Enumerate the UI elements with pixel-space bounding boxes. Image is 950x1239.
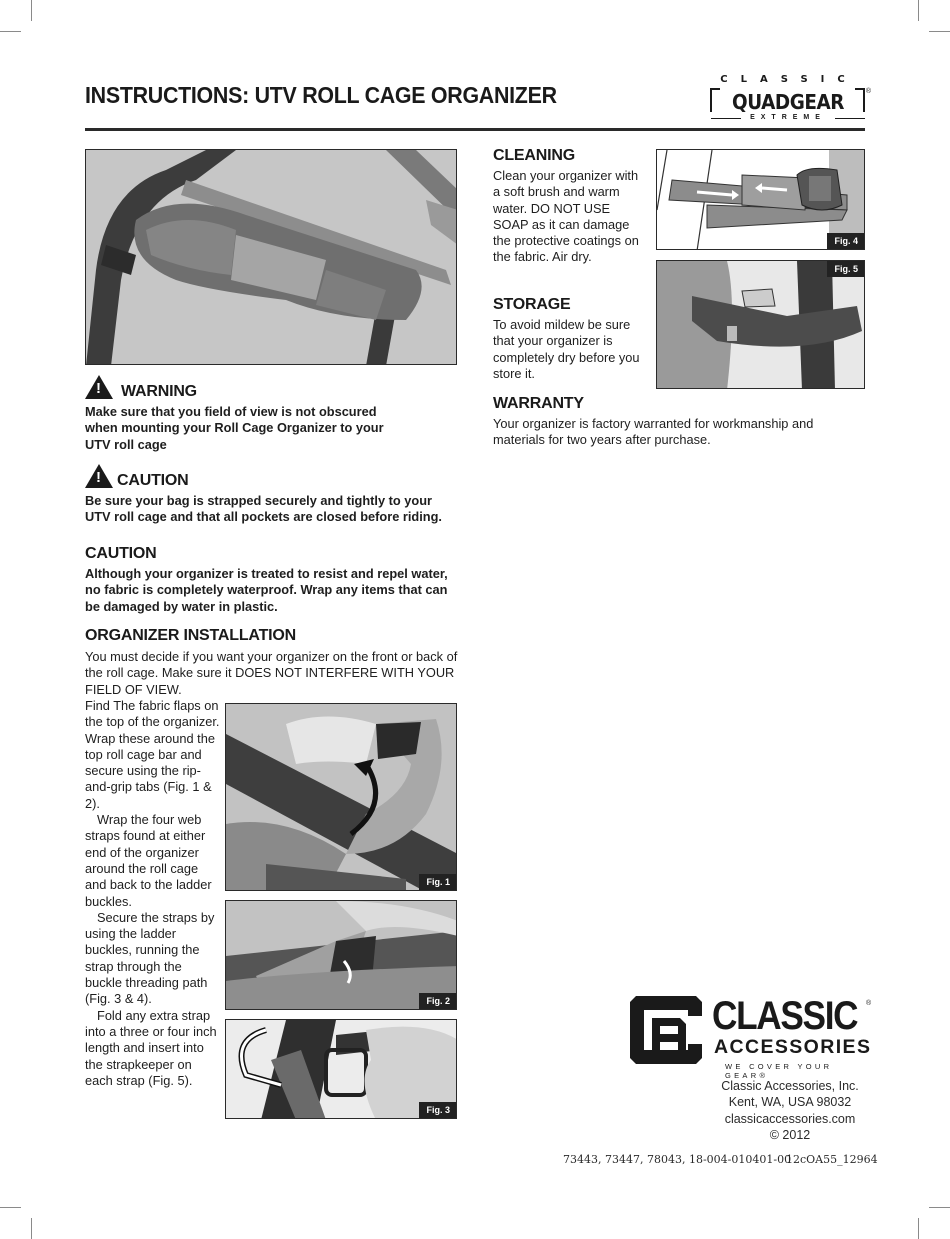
quadgear-logo-top: CLASSIC [720,74,858,85]
figure-4 [656,149,865,250]
installation-step-4 [85,1008,220,1089]
warning-heading: WARNING [121,383,197,400]
title-divider [85,128,865,131]
storage-body: To avoid mildew be sure that your organizer is completely dry before you store it. [493,317,640,381]
registered-mark: ® [865,88,871,95]
company-address [690,1078,890,1143]
main-product-photo [85,149,457,365]
installation-intro: You must decide if you want your organizer on the front or back of the roll cage. Make sure it DOES NOT INTERFERE WITH YOUR FIELD OF VIEW. [85,649,458,697]
installation-step-3 [85,910,220,1008]
installation-step-1: Find The fabric flaps on the top of the organizer. Wrap these around the top roll cage bar and secure using the rip-and-grip tabs (Fig. 1 & 2). [85,698,220,811]
cleaning-body: Clean your organizer with a soft brush and warm water. DO NOT USE SOAP as it can damage the protective coatings on the fabric. Air dry. [493,168,639,265]
installation-heading: ORGANIZER INSTALLATION [85,627,296,644]
installation-step-3-text: Secure the straps by using the ladder buckles, running the strap through the buckle threading path (Fig. 3 & 4). [85,909,215,1007]
registered-mark: ® [866,1000,872,1007]
crop-mark [31,0,32,21]
figure-label: Fig. 5 [827,261,864,277]
installation-step-2-text: Wrap the four web straps found at either end of the organizer around the roll cage and back to the ladder buckles. [85,812,212,909]
caution-body: Be sure your bag is strapped securely and tightly to your UTV roll cage and that all pockets are closed before riding. [85,493,442,525]
crop-mark [918,1218,919,1239]
caution-heading: CAUTION [117,472,189,489]
installation-steps [85,698,220,1089]
warranty-body: Your organizer is factory warranted for workmanship and materials for two years after purchase. [493,416,814,448]
figure-5-photo-icon [657,261,865,389]
company-city: Kent, WA, USA 98032 [728,1095,852,1110]
figure-1 [225,703,457,891]
document-code: 12cOA55_12964 [786,1153,878,1166]
figure-1-photo-icon [226,704,457,891]
crop-mark [918,0,919,21]
quadgear-logo-bottom: EXTREME [705,114,871,121]
figure-3 [225,1019,457,1119]
cleaning-heading: CLEANING [493,147,575,164]
figure-label: Fig. 4 [827,233,864,249]
warning-body: Make sure that you field of view is not obscured when mounting your Roll Cage Organizer to your UTV roll cage [85,404,384,452]
crop-mark [31,1218,32,1239]
classic-accessories-logo [630,994,875,1080]
storage-heading: STORAGE [493,296,571,313]
page-title: INSTRUCTIONS: UTV ROLL CAGE ORGANIZER [85,82,557,108]
company-name: Classic Accessories, Inc. [721,1079,859,1093]
figure-label: Fig. 2 [419,993,456,1009]
copyright: © 2012 [769,1127,811,1142]
quadgear-logo [705,74,871,126]
part-numbers: 73443, 73447, 78043, 18-004-010401-00 [563,1153,792,1166]
crop-mark [0,1207,21,1208]
quadgear-logo-name: QUADGEAR [732,90,844,114]
installation-step-2 [85,812,220,910]
warning-triangle-icon: ! [85,464,113,488]
ca-monogram-icon [630,996,702,1064]
figure-2 [225,900,457,1010]
company-website: classicaccessories.com [724,1111,856,1126]
figure-label: Fig. 1 [419,874,456,890]
figure-5 [656,260,865,389]
logo-word-classic: CLASSIC [712,994,858,1038]
installation-step-4-text: Fold any extra strap into a three or four inch length and insert into the strapkeeper on each strap (Fig. 5). [85,1007,217,1088]
crop-mark [929,1207,950,1208]
warning-triangle-icon: ! [85,375,113,399]
logo-word-accessories: ACCESSORIES [714,1036,872,1058]
photo-organizer-icon [86,150,457,365]
crop-mark [929,31,950,32]
warranty-heading: WARRANTY [493,395,584,412]
crop-mark [0,31,21,32]
figure-label: Fig. 3 [419,1102,456,1118]
logo-tagline: WE COVER YOUR GEAR® [725,1062,833,1080]
caution-water-body: Although your organizer is treated to resist and repel water, no fabric is completely waterproof. Wrap any items that can be damaged by water in plastic. [85,566,448,614]
caution-water-heading: CAUTION [85,545,157,562]
